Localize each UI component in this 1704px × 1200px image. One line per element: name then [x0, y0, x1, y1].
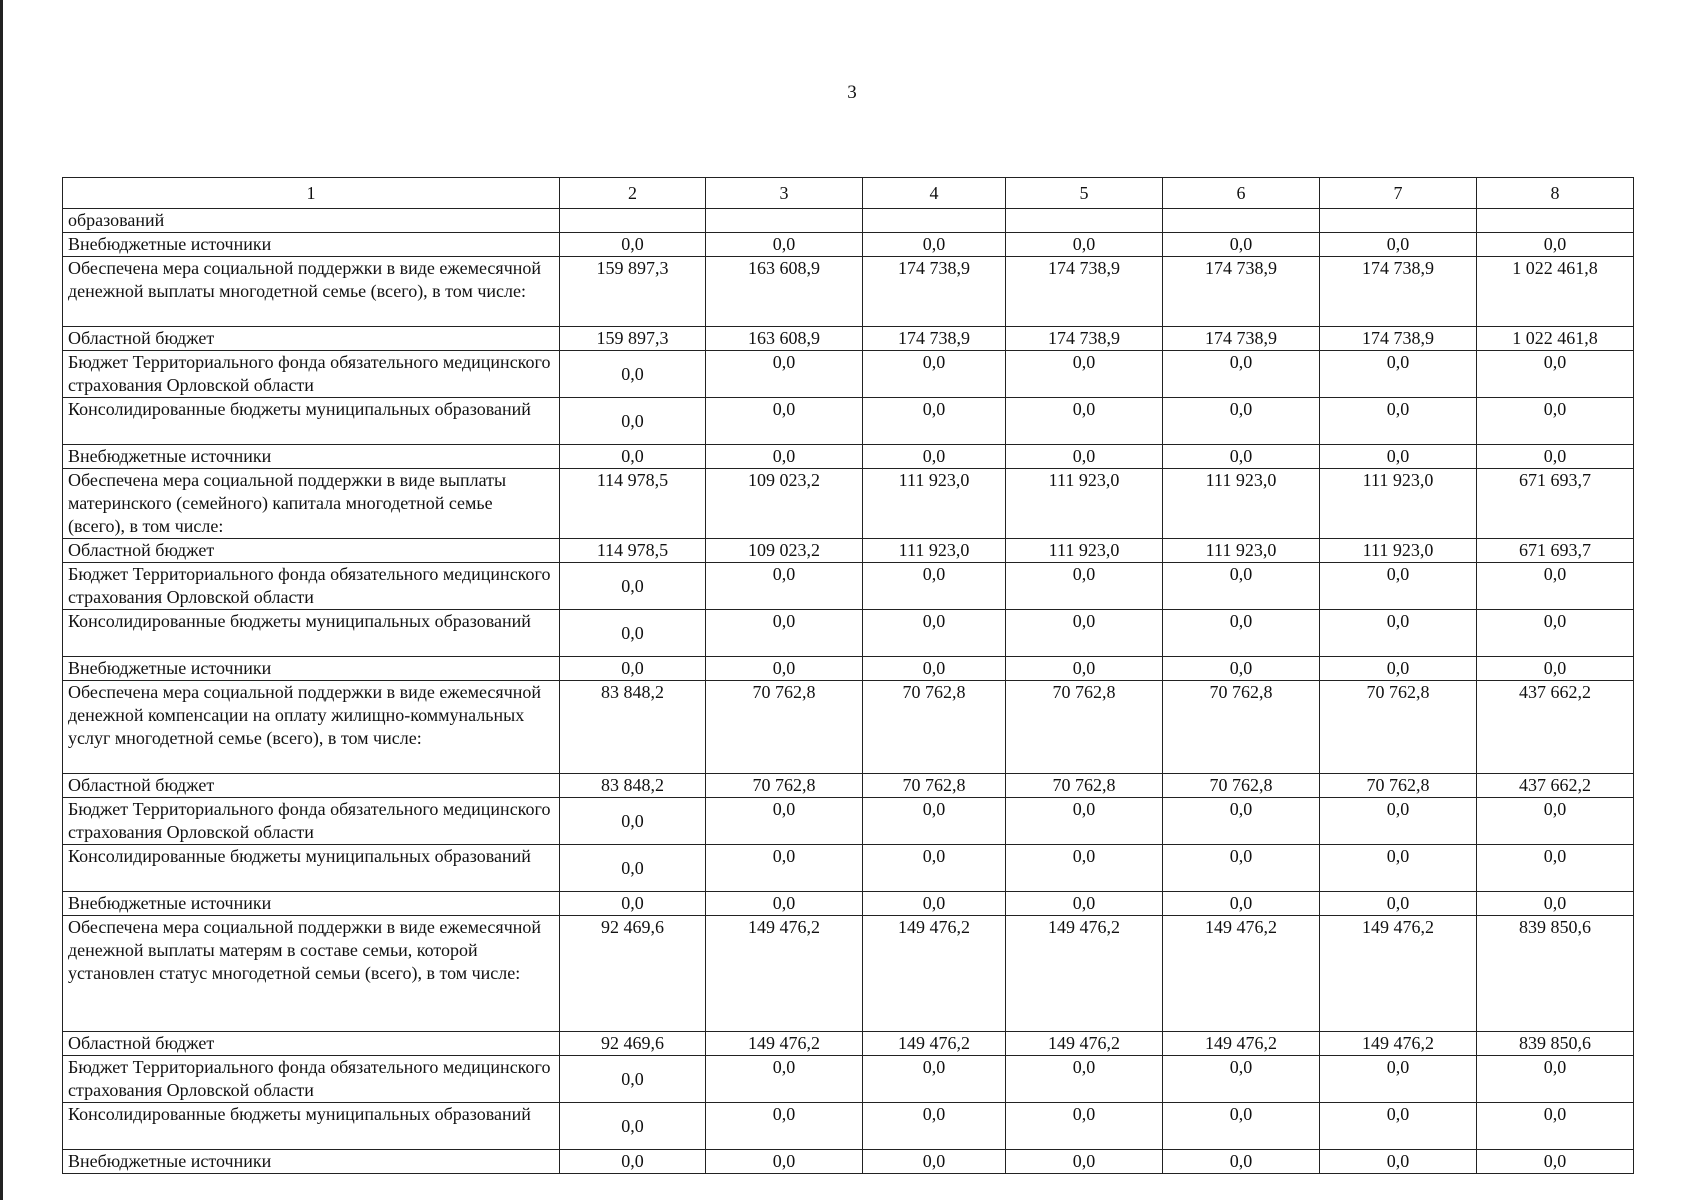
table-row: [63, 774, 1634, 798]
value-cell: 0,0: [1320, 1103, 1477, 1150]
value-cell: 83 848,2: [560, 774, 706, 798]
table-row: [63, 1032, 1634, 1056]
value-cell: 0,0: [1320, 398, 1477, 445]
value-cell: 70 762,8: [1163, 774, 1320, 798]
value-cell: 0,0: [560, 351, 706, 398]
value-cell: 0,0: [706, 445, 863, 469]
value-cell: 0,0: [1163, 1150, 1320, 1174]
table-row: [63, 327, 1634, 351]
value-cell: [863, 209, 1006, 233]
column-number-cell: 3: [706, 178, 863, 209]
value-cell: 0,0: [863, 798, 1006, 845]
value-cell: 149 476,2: [1006, 1032, 1163, 1056]
value-cell: 159 897,3: [560, 327, 706, 351]
value-cell: 0,0: [1320, 351, 1477, 398]
value-cell: 0,0: [706, 798, 863, 845]
value-cell: 0,0: [1477, 445, 1634, 469]
value-cell: 0,0: [1477, 892, 1634, 916]
value-cell: 0,0: [560, 892, 706, 916]
value-cell: 0,0: [560, 445, 706, 469]
value-cell: 671 693,7: [1477, 539, 1634, 563]
value-cell: 159 897,3: [560, 257, 706, 327]
table-row: [63, 657, 1634, 681]
value-cell: 149 476,2: [1163, 1032, 1320, 1056]
value-cell: 0,0: [1163, 351, 1320, 398]
value-cell: 0,0: [863, 892, 1006, 916]
value-cell: 0,0: [560, 563, 706, 610]
value-cell: 0,0: [1477, 398, 1634, 445]
table-row: [63, 1056, 1634, 1103]
value-cell: 0,0: [560, 845, 706, 892]
value-cell: 0,0: [1163, 610, 1320, 657]
value-cell: 0,0: [1477, 1103, 1634, 1150]
row-label: Областной бюджет: [63, 539, 560, 563]
row-label: Бюджет Территориального фонда обязательного медицинского страхования Орловской области: [63, 351, 560, 398]
value-cell: 0,0: [863, 445, 1006, 469]
row-label: Обеспечена мера социальной поддержки в виде ежемесячной денежной компенсации на оплату жилищно-коммунальных услуг многодетной семье (всего), в том числе:: [63, 681, 560, 774]
value-cell: 111 923,0: [1006, 469, 1163, 539]
table-row: [63, 681, 1634, 774]
value-cell: 70 762,8: [863, 681, 1006, 774]
value-cell: 0,0: [706, 892, 863, 916]
value-cell: 0,0: [706, 845, 863, 892]
value-cell: 0,0: [560, 798, 706, 845]
value-cell: 0,0: [1163, 398, 1320, 445]
table-row: [63, 257, 1634, 327]
value-cell: 70 762,8: [1320, 774, 1477, 798]
row-label: Внебюджетные источники: [63, 233, 560, 257]
value-cell: 111 923,0: [863, 469, 1006, 539]
row-label: Областной бюджет: [63, 774, 560, 798]
value-cell: 0,0: [1320, 892, 1477, 916]
value-cell: 174 738,9: [1006, 327, 1163, 351]
value-cell: 0,0: [1006, 563, 1163, 610]
value-cell: 0,0: [1320, 845, 1477, 892]
value-cell: 70 762,8: [1163, 681, 1320, 774]
row-label: Консолидированные бюджеты муниципальных образований: [63, 1103, 560, 1150]
value-cell: 70 762,8: [1320, 681, 1477, 774]
value-cell: 0,0: [1163, 1056, 1320, 1103]
row-label: Бюджет Территориального фонда обязательного медицинского страхования Орловской области: [63, 563, 560, 610]
page-number: 3: [847, 82, 857, 103]
value-cell: 149 476,2: [863, 916, 1006, 1032]
value-cell: 0,0: [560, 610, 706, 657]
value-cell: 0,0: [863, 845, 1006, 892]
value-cell: 0,0: [706, 398, 863, 445]
value-cell: 111 923,0: [1006, 539, 1163, 563]
row-label: образований: [63, 209, 560, 233]
value-cell: 0,0: [1006, 892, 1163, 916]
value-cell: 0,0: [1163, 445, 1320, 469]
budget-table: [62, 177, 1634, 1174]
column-number-row: [63, 178, 1634, 209]
row-label: Консолидированные бюджеты муниципальных образований: [63, 398, 560, 445]
table-row: [63, 610, 1634, 657]
table-row: [63, 1150, 1634, 1174]
value-cell: 0,0: [1006, 798, 1163, 845]
value-cell: 0,0: [1163, 845, 1320, 892]
value-cell: 0,0: [863, 563, 1006, 610]
value-cell: 0,0: [863, 233, 1006, 257]
value-cell: 114 978,5: [560, 539, 706, 563]
table-row: [63, 398, 1634, 445]
value-cell: 70 762,8: [706, 774, 863, 798]
value-cell: 0,0: [706, 563, 863, 610]
value-cell: 0,0: [1320, 657, 1477, 681]
row-label: Внебюджетные источники: [63, 657, 560, 681]
value-cell: 109 023,2: [706, 539, 863, 563]
value-cell: 174 738,9: [1163, 327, 1320, 351]
value-cell: 0,0: [706, 1103, 863, 1150]
column-number-cell: 2: [560, 178, 706, 209]
value-cell: 0,0: [1006, 657, 1163, 681]
value-cell: 0,0: [863, 351, 1006, 398]
value-cell: [1320, 209, 1477, 233]
value-cell: 163 608,9: [706, 257, 863, 327]
value-cell: 163 608,9: [706, 327, 863, 351]
row-label: Обеспечена мера социальной поддержки в виде выплаты материнского (семейного) капитала многодетной семье (всего), в том числе:: [63, 469, 560, 539]
value-cell: 0,0: [1320, 563, 1477, 610]
value-cell: 0,0: [1320, 233, 1477, 257]
value-cell: 174 738,9: [1320, 257, 1477, 327]
value-cell: 0,0: [1320, 445, 1477, 469]
value-cell: [560, 209, 706, 233]
value-cell: 0,0: [706, 1056, 863, 1103]
value-cell: 149 476,2: [1163, 916, 1320, 1032]
table-row: [63, 469, 1634, 539]
value-cell: 0,0: [863, 610, 1006, 657]
value-cell: 0,0: [1320, 798, 1477, 845]
value-cell: 0,0: [1163, 233, 1320, 257]
value-cell: 174 738,9: [1320, 327, 1477, 351]
table-row: [63, 445, 1634, 469]
value-cell: 111 923,0: [1163, 539, 1320, 563]
row-label: Консолидированные бюджеты муниципальных образований: [63, 845, 560, 892]
value-cell: 839 850,6: [1477, 916, 1634, 1032]
value-cell: 149 476,2: [1320, 916, 1477, 1032]
value-cell: 149 476,2: [863, 1032, 1006, 1056]
value-cell: 1 022 461,8: [1477, 327, 1634, 351]
value-cell: 70 762,8: [1006, 681, 1163, 774]
value-cell: 0,0: [1320, 1150, 1477, 1174]
column-number-cell: 7: [1320, 178, 1477, 209]
value-cell: 0,0: [706, 1150, 863, 1174]
row-label: Бюджет Территориального фонда обязательного медицинского страхования Орловской области: [63, 1056, 560, 1103]
table-row: [63, 539, 1634, 563]
value-cell: 83 848,2: [560, 681, 706, 774]
value-cell: 0,0: [1477, 1150, 1634, 1174]
value-cell: 0,0: [1006, 445, 1163, 469]
row-label: Обеспечена мера социальной поддержки в виде ежемесячной денежной выплаты многодетной семье (всего), в том числе:: [63, 257, 560, 327]
value-cell: 0,0: [560, 233, 706, 257]
value-cell: 149 476,2: [1006, 916, 1163, 1032]
table-row: [63, 351, 1634, 398]
value-cell: 437 662,2: [1477, 681, 1634, 774]
column-number-cell: 1: [63, 178, 560, 209]
row-label: Обеспечена мера социальной поддержки в виде ежемесячной денежной выплаты матерям в составе семьи, которой установлен статус многодетной семьи (всего), в том числе:: [63, 916, 560, 1032]
value-cell: 0,0: [1006, 233, 1163, 257]
row-label: Внебюджетные источники: [63, 1150, 560, 1174]
value-cell: 174 738,9: [1163, 257, 1320, 327]
value-cell: 92 469,6: [560, 1032, 706, 1056]
value-cell: 0,0: [1320, 610, 1477, 657]
value-cell: 70 762,8: [706, 681, 863, 774]
value-cell: 437 662,2: [1477, 774, 1634, 798]
value-cell: 0,0: [1163, 563, 1320, 610]
table-row: [63, 209, 1634, 233]
value-cell: 0,0: [863, 1056, 1006, 1103]
value-cell: [1006, 209, 1163, 233]
table-row: [63, 845, 1634, 892]
value-cell: 1 022 461,8: [1477, 257, 1634, 327]
value-cell: 149 476,2: [706, 1032, 863, 1056]
value-cell: 839 850,6: [1477, 1032, 1634, 1056]
value-cell: 0,0: [560, 398, 706, 445]
value-cell: 671 693,7: [1477, 469, 1634, 539]
table-body: [63, 178, 1634, 1174]
row-label: Областной бюджет: [63, 1032, 560, 1056]
value-cell: 0,0: [863, 1103, 1006, 1150]
value-cell: 0,0: [863, 1150, 1006, 1174]
value-cell: 0,0: [1320, 1056, 1477, 1103]
value-cell: [1477, 209, 1634, 233]
value-cell: 0,0: [1477, 563, 1634, 610]
value-cell: 0,0: [560, 1103, 706, 1150]
value-cell: 0,0: [1163, 657, 1320, 681]
row-label: Консолидированные бюджеты муниципальных образований: [63, 610, 560, 657]
value-cell: 0,0: [863, 398, 1006, 445]
value-cell: 0,0: [1006, 398, 1163, 445]
value-cell: 0,0: [1163, 892, 1320, 916]
table-row: [63, 1103, 1634, 1150]
column-number-cell: 6: [1163, 178, 1320, 209]
table-row: [63, 916, 1634, 1032]
value-cell: 111 923,0: [1320, 469, 1477, 539]
value-cell: 0,0: [1477, 233, 1634, 257]
value-cell: 0,0: [1477, 657, 1634, 681]
row-label: Внебюджетные источники: [63, 445, 560, 469]
value-cell: 111 923,0: [1163, 469, 1320, 539]
value-cell: 0,0: [1477, 1056, 1634, 1103]
value-cell: 174 738,9: [1006, 257, 1163, 327]
value-cell: 0,0: [706, 351, 863, 398]
value-cell: [706, 209, 863, 233]
value-cell: 0,0: [1006, 610, 1163, 657]
value-cell: 149 476,2: [706, 916, 863, 1032]
row-label: Внебюджетные источники: [63, 892, 560, 916]
value-cell: 70 762,8: [863, 774, 1006, 798]
value-cell: 0,0: [1006, 351, 1163, 398]
value-cell: 0,0: [706, 233, 863, 257]
column-number-cell: 5: [1006, 178, 1163, 209]
value-cell: 0,0: [706, 657, 863, 681]
value-cell: 0,0: [1477, 351, 1634, 398]
value-cell: 109 023,2: [706, 469, 863, 539]
value-cell: 0,0: [706, 610, 863, 657]
table-row: [63, 892, 1634, 916]
value-cell: 111 923,0: [1320, 539, 1477, 563]
table-row: [63, 233, 1634, 257]
row-label: Бюджет Территориального фонда обязательного медицинского страхования Орловской области: [63, 798, 560, 845]
value-cell: 0,0: [1006, 1150, 1163, 1174]
value-cell: 0,0: [1006, 1056, 1163, 1103]
column-number-cell: 4: [863, 178, 1006, 209]
value-cell: 70 762,8: [1006, 774, 1163, 798]
table-row: [63, 563, 1634, 610]
value-cell: 114 978,5: [560, 469, 706, 539]
table-row: [63, 798, 1634, 845]
value-cell: 0,0: [1477, 610, 1634, 657]
value-cell: 0,0: [1163, 798, 1320, 845]
value-cell: 0,0: [1163, 1103, 1320, 1150]
value-cell: 0,0: [1006, 845, 1163, 892]
value-cell: 174 738,9: [863, 327, 1006, 351]
value-cell: 0,0: [560, 1056, 706, 1103]
value-cell: [1163, 209, 1320, 233]
value-cell: 0,0: [560, 1150, 706, 1174]
value-cell: 0,0: [863, 657, 1006, 681]
value-cell: 92 469,6: [560, 916, 706, 1032]
value-cell: 0,0: [1477, 845, 1634, 892]
column-number-cell: 8: [1477, 178, 1634, 209]
value-cell: 111 923,0: [863, 539, 1006, 563]
value-cell: 0,0: [1006, 1103, 1163, 1150]
value-cell: 0,0: [1477, 798, 1634, 845]
value-cell: 174 738,9: [863, 257, 1006, 327]
value-cell: 0,0: [560, 657, 706, 681]
value-cell: 149 476,2: [1320, 1032, 1477, 1056]
row-label: Областной бюджет: [63, 327, 560, 351]
left-margin-rule: [0, 0, 3, 1200]
